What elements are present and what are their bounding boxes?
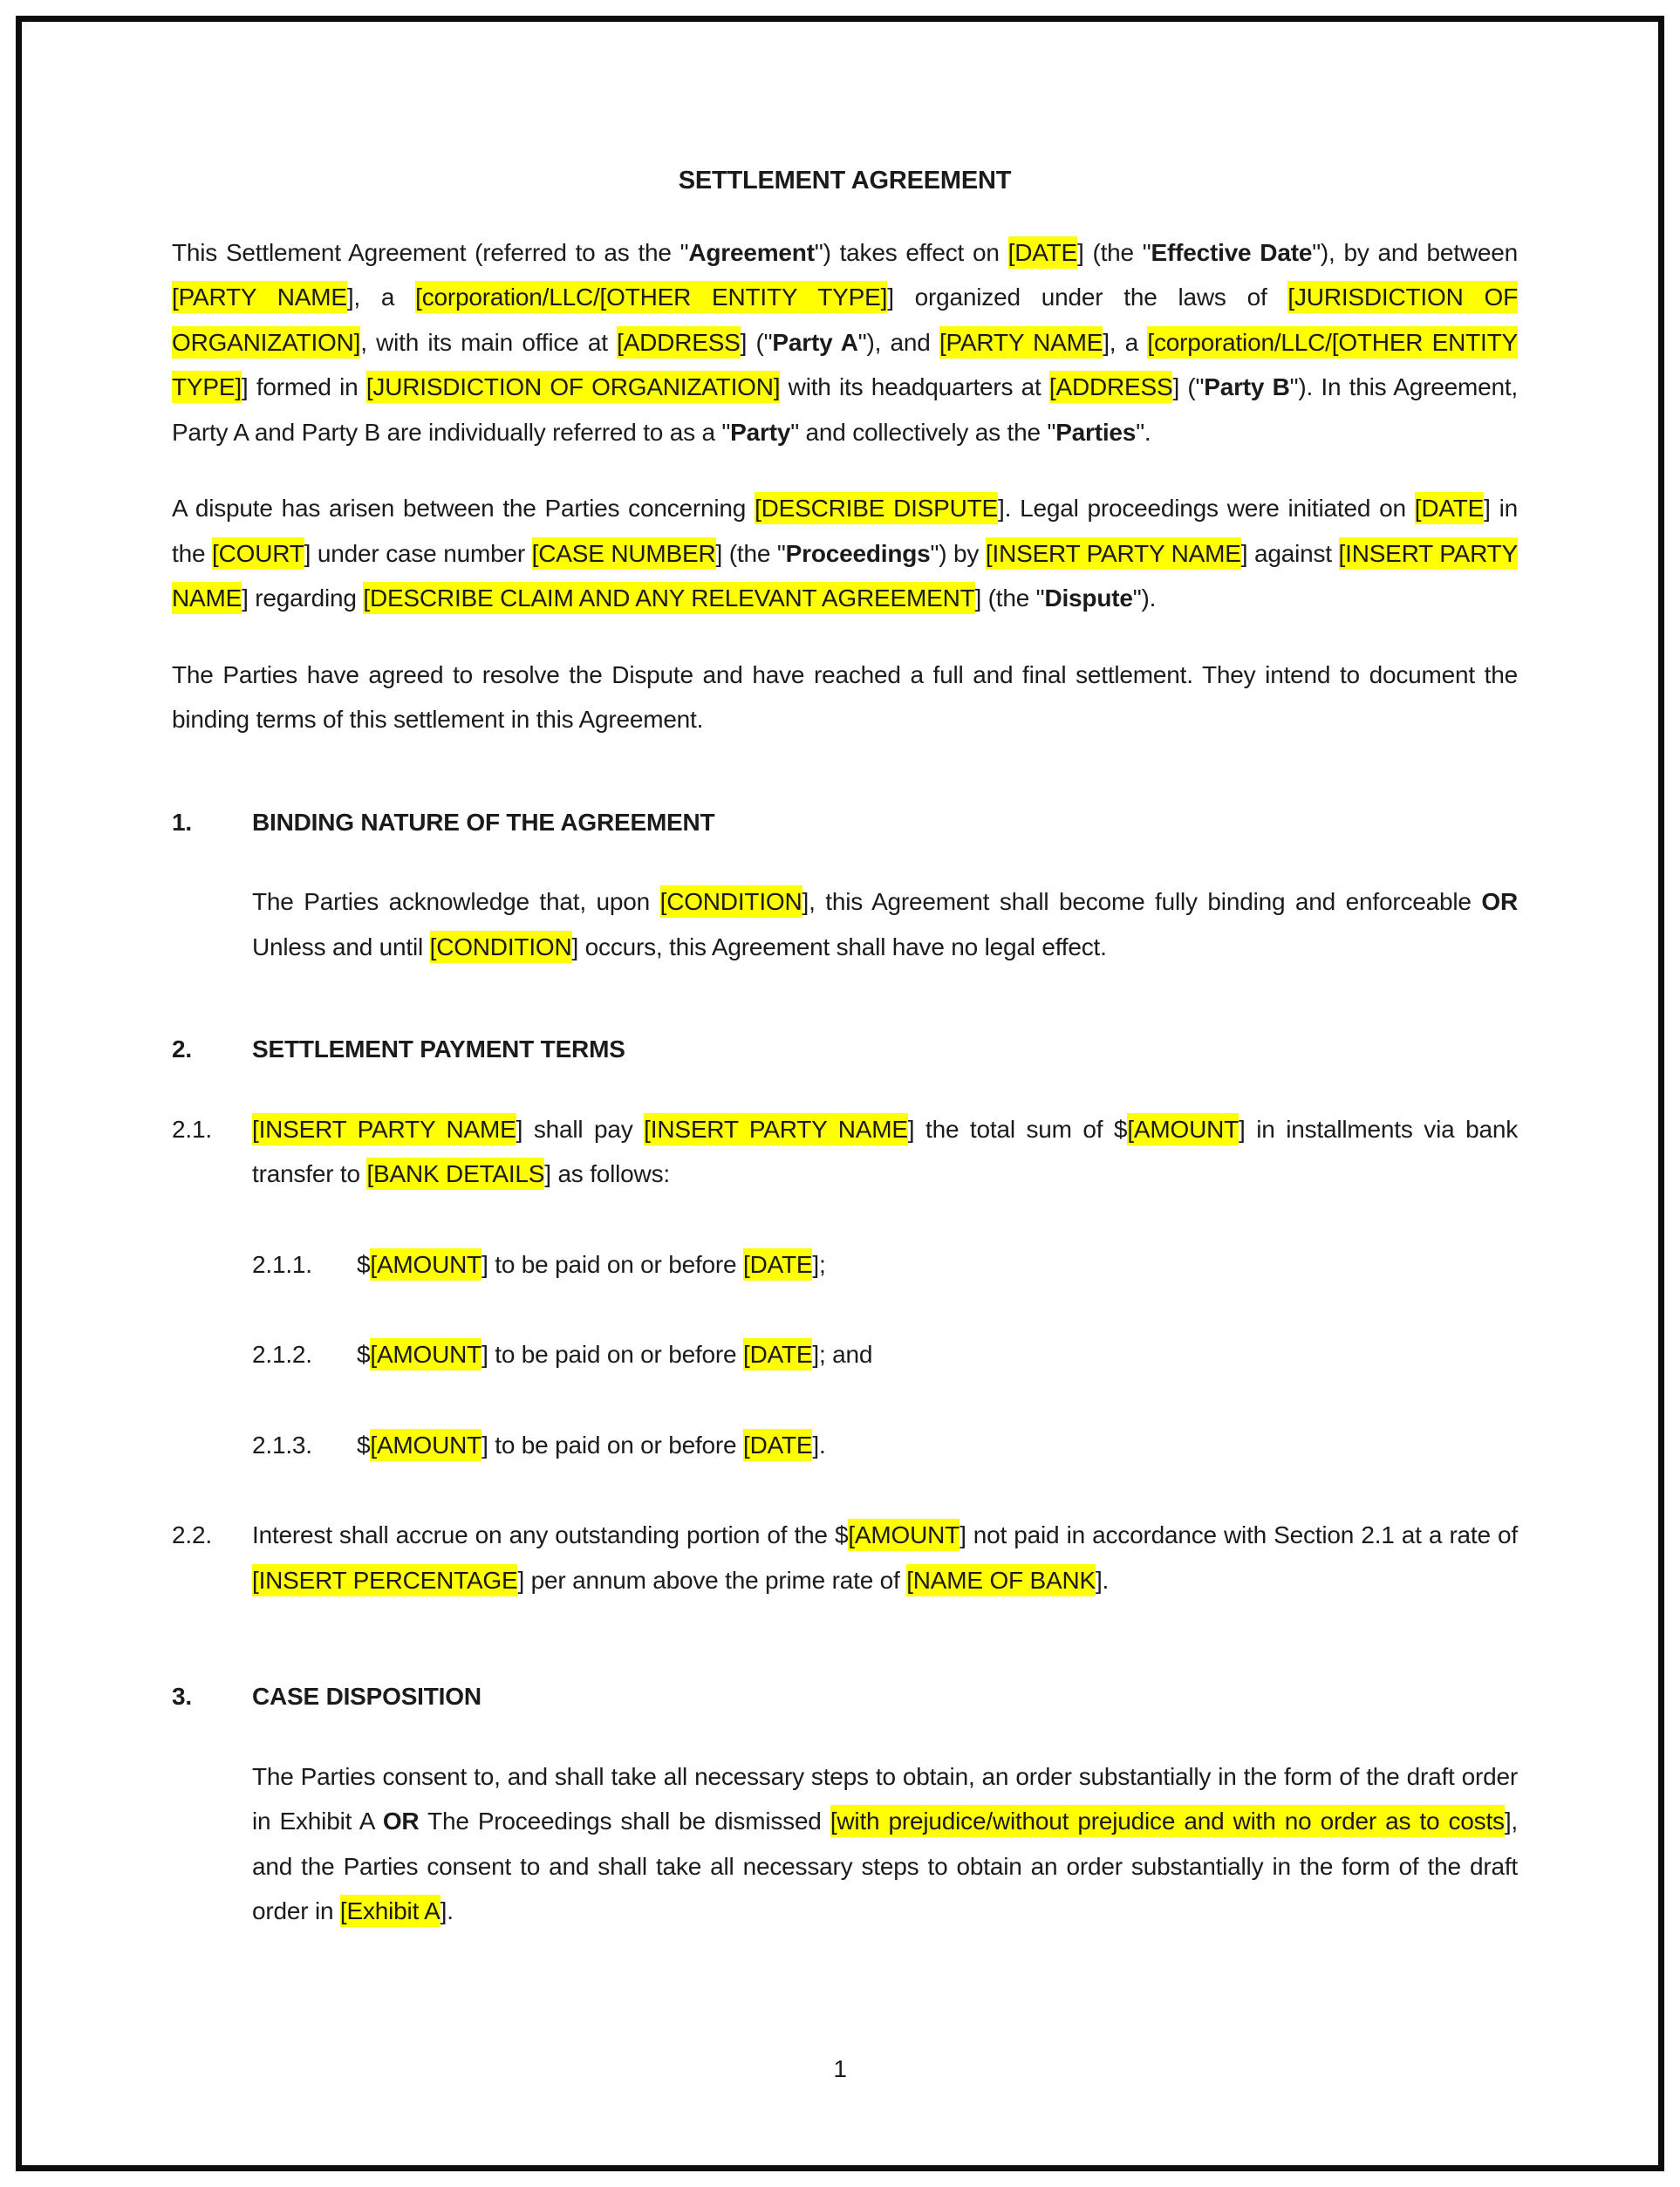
text-run: Interest shall accrue on any outstanding portion of the $ [252, 1521, 849, 1548]
placeholder-field: [JURISDICTION OF ORGANIZATION] [366, 371, 781, 403]
text-run: This Settlement Agreement (referred to as the " [172, 238, 689, 266]
text-run: ] formed in [241, 373, 366, 400]
document-title: SETTLEMENT AGREEMENT [678, 167, 1012, 195]
text-run: ") takes effect on [814, 238, 1008, 266]
text-run: ] (the " [974, 584, 1045, 612]
text-run: ] the total sum of $ [907, 1115, 1128, 1143]
placeholder-field: [DATE [743, 1338, 812, 1370]
text-run: ] in installments via bank transfer to [252, 1115, 1518, 1187]
bold-text: OR [1481, 888, 1518, 915]
placeholder-field: [DATE [743, 1429, 812, 1461]
bold-text: Proceedings [785, 539, 931, 567]
section-2-heading-text [252, 1027, 1518, 1072]
placeholder-field: [ADDRESS [1049, 371, 1173, 403]
placeholder-field: [AMOUNT [370, 1248, 481, 1281]
section-2-heading [172, 1001, 1518, 1072]
text-run: , with its main office at [360, 328, 618, 356]
page-number: 1 [833, 2054, 847, 2082]
placeholder-field: [with prejudice/without prejudice and with no order as to costs [830, 1805, 1505, 1837]
placeholder-field: [INSERT PARTY NAME [252, 1113, 516, 1145]
text-run: ] (" [740, 328, 773, 356]
text-run: ] to be paid on or before [481, 1250, 743, 1278]
placeholder-field: [DATE [1415, 492, 1484, 524]
placeholder-field: [INSERT PARTY NAME [986, 537, 1241, 570]
bold-text: Effective Date [1151, 238, 1313, 266]
text-run: "), and [857, 328, 939, 356]
placeholder-field: [ADDRESS [617, 326, 741, 359]
clause-2-1-3 [252, 1423, 1518, 1468]
text-run: "). In this Agreement, Party A and Party B are individually referred to as a " [172, 373, 1518, 446]
text-run: ] against [1240, 539, 1339, 567]
text-run: ], a [1103, 328, 1148, 356]
clause-2-1-1-text [357, 1242, 1518, 1288]
text-run: ]. [1095, 1566, 1110, 1594]
text-run: CASE DISPOSITION [252, 1683, 481, 1710]
section-1-body [252, 879, 1518, 969]
text-run: ], a [346, 284, 416, 311]
section-1-heading-text [252, 800, 1518, 845]
clause-2-1-2-number: 2.1.2. [252, 1341, 312, 1368]
text-run: BINDING NATURE OF THE AGREEMENT [252, 808, 715, 836]
placeholder-field: [PARTY NAME [939, 326, 1103, 359]
placeholder-field: [corporation/LLC/[OTHER ENTITY TYPE] [415, 281, 887, 313]
placeholder-field: [AMOUNT [848, 1519, 960, 1551]
placeholder-field: [DESCRIBE CLAIM AND ANY RELEVANT AGREEMENT [363, 582, 974, 614]
placeholder-field: [CASE NUMBER [532, 537, 716, 570]
text-run: The Parties consent to, and shall take all necessary steps to obtain, an order substantially in the form of the draft order in Exhibit A [252, 1762, 1518, 1835]
clause-2-2-number: 2.2. [172, 1521, 212, 1548]
clause-2-1-1-number: 2.1.1. [252, 1250, 312, 1278]
section-1-heading [172, 774, 1518, 845]
text-run: ] shall pay [516, 1115, 645, 1143]
text-run: ], this Agreement shall become fully binding and enforceable [802, 888, 1482, 915]
text-run: ], and the Parties consent to and shall take all necessary steps to obtain an order substantially in the form of the draft order in [252, 1808, 1518, 1924]
section-1-heading-number: 1. [172, 808, 192, 836]
text-run: ". [1136, 418, 1151, 446]
text-run: ]. [812, 1431, 826, 1459]
clause-2-1 [172, 1107, 1518, 1197]
text-run: ] (the " [715, 539, 786, 567]
placeholder-field: [AMOUNT [1127, 1113, 1239, 1145]
text-run: ] regarding [242, 584, 364, 612]
text-run: ] (the " [1077, 238, 1151, 266]
clause-2-2-text [252, 1513, 1518, 1603]
dispute-paragraph [172, 486, 1518, 621]
clause-2-1-text [252, 1107, 1518, 1197]
placeholder-field: [DATE [743, 1248, 812, 1281]
section-3-body [252, 1754, 1518, 1934]
text-run: $ [357, 1431, 371, 1459]
placeholder-field: [PARTY NAME [172, 281, 347, 313]
text-run: The Proceedings shall be dismissed [419, 1808, 830, 1835]
text-run: "). [1132, 584, 1157, 612]
bold-text: Dispute [1044, 584, 1133, 612]
settlement-intent-paragraph [172, 653, 1518, 742]
text-run: ] in the [172, 495, 1518, 567]
document-body [172, 230, 1518, 1934]
text-run: "), by and between [1312, 238, 1518, 266]
text-run: $ [357, 1250, 371, 1278]
text-run: ] per annum above the prime rate of [517, 1566, 907, 1594]
clause-2-1-3-number: 2.1.3. [252, 1431, 312, 1459]
section-3-heading-number: 3. [172, 1683, 192, 1710]
text-run: with its headquarters at [780, 373, 1049, 400]
text-run: ]; [812, 1250, 826, 1278]
placeholder-field: [DESCRIBE DISPUTE [755, 492, 998, 524]
placeholder-field: [CONDITION [430, 931, 572, 963]
clause-2-1-2 [252, 1332, 1518, 1377]
placeholder-field: [Exhibit A [340, 1895, 440, 1927]
placeholder-field: [DATE [1008, 236, 1077, 269]
placeholder-field: [CONDITION [660, 885, 802, 918]
text-run: ] to be paid on or before [481, 1431, 743, 1459]
text-run: ] (" [1172, 373, 1205, 400]
document-content [172, 159, 1518, 1965]
text-run: ] occurs, this Agreement shall have no legal effect. [571, 933, 1107, 960]
placeholder-field: [INSERT PARTY NAME [644, 1113, 908, 1145]
section-3-heading-text [252, 1674, 1518, 1719]
clause-2-1-1 [252, 1242, 1518, 1288]
text-run: ]. Legal proceedings were initiated on [998, 495, 1415, 522]
clause-2-2 [172, 1513, 1518, 1603]
placeholder-field: [AMOUNT [370, 1429, 481, 1461]
text-run: ] as follows: [544, 1160, 670, 1187]
placeholder-field: [BANK DETAILS [366, 1158, 544, 1190]
text-run: $ [357, 1341, 371, 1368]
bold-text: Party [730, 418, 791, 446]
placeholder-field: [INSERT PERCENTAGE [252, 1564, 517, 1596]
placeholder-field: [corporation/LLC/[OTHER ENTITY TYPE] [172, 326, 1518, 404]
bold-text: OR [382, 1808, 420, 1835]
text-run: The Parties have agreed to resolve the Dispute and have reached a full and final settlement. They intend to document the binding terms of this settlement in this Agreement. [172, 660, 1518, 733]
clause-2-1-2-text [357, 1332, 1518, 1377]
section-2-heading-number: 2. [172, 1035, 192, 1063]
bold-text: Party A [772, 328, 858, 356]
text-run: " and collectively as the " [790, 418, 1056, 446]
bold-text: Agreement [688, 238, 815, 266]
text-run: ]. [440, 1897, 454, 1924]
section-3-heading [172, 1648, 1518, 1719]
text-run: A dispute has arisen between the Parties concerning [172, 495, 755, 522]
text-run: ") by [930, 539, 986, 567]
text-run: SETTLEMENT PAYMENT TERMS [252, 1035, 625, 1063]
placeholder-field: [COURT [212, 537, 304, 570]
text-run: ] not paid in accordance with Section 2.1 at a rate of [960, 1521, 1518, 1548]
opening-paragraph [172, 230, 1518, 455]
placeholder-field: [JURISDICTION OF ORGANIZATION] [172, 281, 1518, 359]
text-run: The Parties acknowledge that, upon [252, 888, 660, 915]
text-run: ] organized under the laws of [887, 284, 1288, 311]
text-run: ] under case number [304, 539, 532, 567]
clause-2-1-3-text [357, 1423, 1518, 1468]
placeholder-field: [AMOUNT [370, 1338, 481, 1370]
placeholder-field: [NAME OF BANK [906, 1564, 1096, 1596]
clause-2-1-number: 2.1. [172, 1115, 212, 1143]
text-run: ] to be paid on or before [481, 1341, 743, 1368]
text-run: ]; and [812, 1341, 873, 1368]
text-run: Unless and until [252, 933, 430, 960]
bold-text: Party B [1204, 373, 1290, 400]
placeholder-field: [INSERT PARTY NAME [172, 537, 1518, 615]
bold-text: Parties [1055, 418, 1137, 446]
